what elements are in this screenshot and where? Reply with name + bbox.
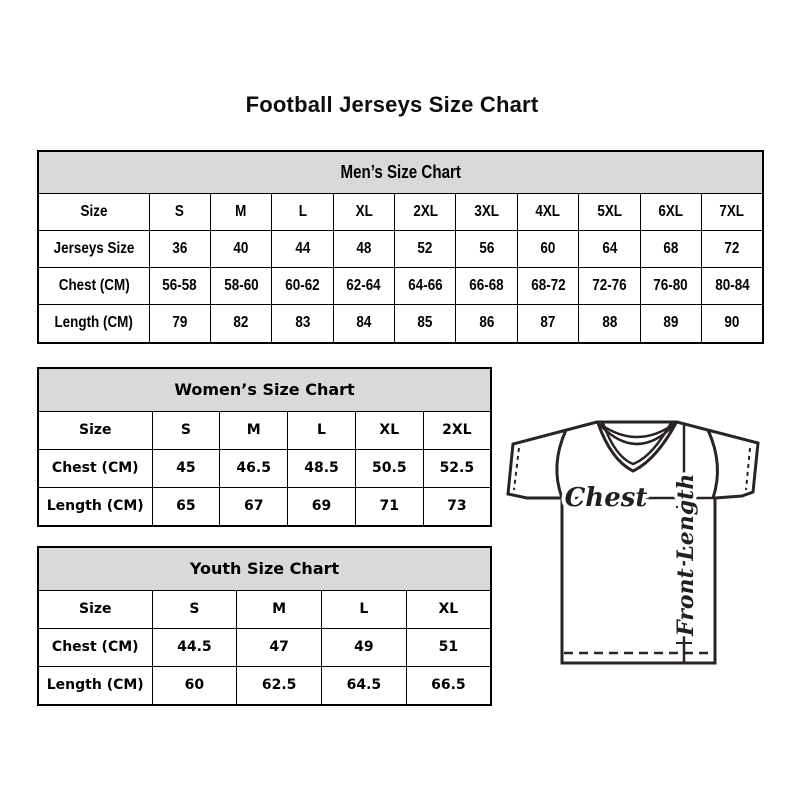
size-value: 60 [184, 676, 205, 693]
row-label-cell [38, 305, 149, 343]
row-label: Size [80, 202, 108, 220]
size-value: 69 [311, 497, 332, 514]
size-value: 64-66 [408, 276, 443, 294]
size-value-cell [579, 305, 640, 343]
size-value: 48.5 [304, 459, 339, 476]
size-value: 46.5 [236, 459, 271, 476]
size-value-cell [395, 305, 456, 343]
size-value: 58-60 [223, 276, 259, 294]
size-value-cell [406, 591, 491, 629]
size-value-cell [152, 629, 237, 667]
size-value: 56-58 [162, 276, 197, 294]
table-header-row [38, 368, 491, 412]
size-value-cell [237, 666, 322, 705]
size-value: 49 [354, 638, 374, 655]
size-value: S [175, 202, 185, 220]
size-value-cell [517, 268, 578, 305]
size-value-cell [640, 194, 701, 231]
row-label-cell [38, 591, 152, 629]
size-value: L [298, 202, 307, 220]
table-row [38, 305, 763, 343]
front-length-label: Front Length [673, 473, 699, 636]
row-label-cell [38, 666, 152, 705]
size-value: 44.5 [177, 638, 212, 655]
size-value-cell [456, 305, 517, 343]
table-header-row [38, 547, 491, 591]
size-value: 40 [233, 239, 249, 257]
size-value-cell [272, 231, 333, 268]
size-value-cell [322, 666, 407, 705]
womens-size-table [37, 367, 492, 527]
size-value-cell [149, 231, 210, 268]
size-value-cell [355, 412, 423, 450]
size-value: XL [438, 601, 459, 618]
size-value: 83 [295, 314, 310, 332]
size-value-cell [149, 268, 210, 305]
size-value: 72-76 [592, 276, 627, 294]
youth-size-table [37, 546, 492, 706]
size-value: M [272, 601, 287, 618]
size-value: 67 [243, 497, 264, 514]
size-value-cell [702, 231, 763, 268]
size-value: 2XL [442, 422, 472, 439]
size-value-cell [237, 591, 322, 629]
table-row [38, 487, 491, 526]
size-value-cell [355, 487, 423, 526]
row-label: Size [78, 422, 112, 439]
size-value: 45 [176, 459, 196, 476]
jersey-measurement-diagram [500, 410, 780, 670]
size-value: M [246, 422, 261, 439]
size-value-cell [702, 305, 763, 343]
size-value-cell [210, 268, 271, 305]
table-row [38, 231, 763, 268]
row-label-cell [38, 194, 149, 231]
table-row [38, 450, 491, 488]
size-value-cell [456, 268, 517, 305]
size-value-cell [149, 194, 210, 231]
size-value: 73 [447, 497, 467, 514]
size-value: 87 [540, 314, 556, 332]
table-title-cell [38, 368, 491, 412]
size-value: S [180, 422, 191, 439]
size-value-cell [406, 666, 491, 705]
size-value: 5XL [597, 202, 622, 220]
size-value-cell [640, 305, 701, 343]
row-label-cell [38, 629, 152, 667]
size-value: 7XL [719, 202, 745, 220]
row-label-cell [38, 487, 152, 526]
size-value-cell [579, 194, 640, 231]
size-value: 62-64 [346, 276, 382, 294]
size-value-cell [702, 268, 763, 305]
size-value-cell [152, 487, 220, 526]
size-value-cell [152, 591, 237, 629]
size-value-cell [210, 194, 271, 231]
size-value: 86 [479, 314, 495, 332]
size-value-cell [272, 305, 333, 343]
size-value-cell [423, 412, 491, 450]
size-value: 36 [172, 239, 188, 257]
table-row [38, 591, 491, 629]
table-row [38, 629, 491, 667]
size-value-cell [579, 231, 640, 268]
size-value-cell [210, 231, 271, 268]
table-row [38, 268, 763, 305]
size-value: 62.5 [261, 676, 297, 693]
size-value-cell [517, 305, 578, 343]
size-value-cell [288, 450, 356, 488]
row-label-cell [38, 231, 149, 268]
row-label: Length (CM) [46, 497, 144, 514]
size-value-cell [395, 268, 456, 305]
size-value-cell [395, 194, 456, 231]
size-value-cell [333, 231, 394, 268]
size-value: 68 [663, 239, 679, 257]
row-label-cell [38, 412, 152, 450]
size-value-cell [152, 450, 220, 488]
size-value: 65 [176, 497, 196, 514]
size-value-cell [640, 231, 701, 268]
size-value: M [235, 202, 247, 220]
size-value-cell [456, 231, 517, 268]
size-value-cell [220, 450, 288, 488]
size-value: 47 [269, 638, 289, 655]
size-value: 6XL [658, 202, 684, 220]
size-value-cell [355, 450, 423, 488]
size-value: XL [355, 202, 373, 220]
row-label: Length (CM) [46, 676, 144, 693]
table-title: Men’s Size Chart [340, 162, 461, 183]
size-value-cell [237, 629, 322, 667]
size-value-cell [406, 629, 491, 667]
size-value: 64.5 [346, 676, 382, 693]
size-value: 80-84 [714, 276, 750, 294]
size-value-cell [220, 487, 288, 526]
size-value-cell [640, 268, 701, 305]
size-value-cell [517, 194, 578, 231]
size-value: 64 [601, 239, 617, 257]
size-value-cell [456, 194, 517, 231]
table-row [38, 412, 491, 450]
size-value-cell [272, 194, 333, 231]
size-value: 52 [417, 239, 433, 257]
page-title: Football Jerseys Size Chart [245, 92, 539, 117]
size-value: S [189, 601, 200, 618]
table-header-row [38, 151, 763, 194]
size-value: 44 [295, 239, 310, 257]
table-row [38, 194, 763, 231]
size-value: 51 [438, 638, 459, 655]
size-value-cell [579, 268, 640, 305]
row-label-cell [38, 268, 149, 305]
size-value-cell [272, 268, 333, 305]
size-value-cell [333, 305, 394, 343]
size-value-cell [288, 412, 356, 450]
row-label: Jerseys Size [53, 239, 135, 257]
row-label: Chest (CM) [58, 276, 130, 294]
size-value: 88 [601, 314, 617, 332]
size-value: 48 [356, 239, 372, 257]
size-value: 4XL [535, 202, 561, 220]
size-value: 68-72 [530, 276, 566, 294]
size-value: XL [379, 422, 400, 439]
size-value: 56 [479, 239, 495, 257]
size-value-cell [423, 450, 491, 488]
size-value-cell [322, 591, 407, 629]
size-value: 85 [417, 314, 433, 332]
size-value: L [359, 601, 369, 618]
size-value: 66.5 [431, 676, 466, 693]
size-value: 50.5 [372, 459, 407, 476]
size-value: 82 [233, 314, 249, 332]
row-label-cell [38, 450, 152, 488]
row-label: Size [78, 601, 112, 618]
table-row [38, 666, 491, 705]
size-value-cell [423, 487, 491, 526]
size-value-cell [220, 412, 288, 450]
size-value: 3XL [474, 202, 499, 220]
size-value: 71 [379, 497, 400, 514]
table-title: Youth Size Chart [189, 558, 340, 578]
size-value: 72 [724, 239, 740, 257]
jersey-outline [508, 422, 758, 663]
row-label: Length (CM) [54, 314, 133, 332]
size-value-cell [333, 194, 394, 231]
table-title: Women’s Size Chart [174, 379, 355, 399]
size-value: 2XL [412, 202, 438, 220]
size-value: 52.5 [439, 459, 475, 476]
size-value-cell [395, 231, 456, 268]
size-value-cell [333, 268, 394, 305]
size-value: 79 [172, 314, 188, 332]
size-value: 89 [663, 314, 679, 332]
size-value: 60-62 [285, 276, 320, 294]
row-label: Chest (CM) [51, 638, 139, 655]
size-value: L [317, 422, 326, 439]
mens-size-table [37, 150, 764, 344]
size-value-cell [152, 412, 220, 450]
chest-label: Chest [564, 483, 648, 513]
row-label: Chest (CM) [51, 459, 139, 476]
size-value: 66-68 [469, 276, 504, 294]
size-value: 60 [540, 239, 556, 257]
size-value-cell [702, 194, 763, 231]
size-value: 90 [724, 314, 740, 332]
size-value-cell [210, 305, 271, 343]
size-value: 84 [356, 314, 372, 332]
table-title-cell [38, 151, 763, 194]
size-value-cell [517, 231, 578, 268]
size-value: 76-80 [653, 276, 689, 294]
size-value-cell [152, 666, 237, 705]
table-title-cell [38, 547, 491, 591]
size-value-cell [322, 629, 407, 667]
size-value-cell [149, 305, 210, 343]
size-value-cell [288, 487, 356, 526]
